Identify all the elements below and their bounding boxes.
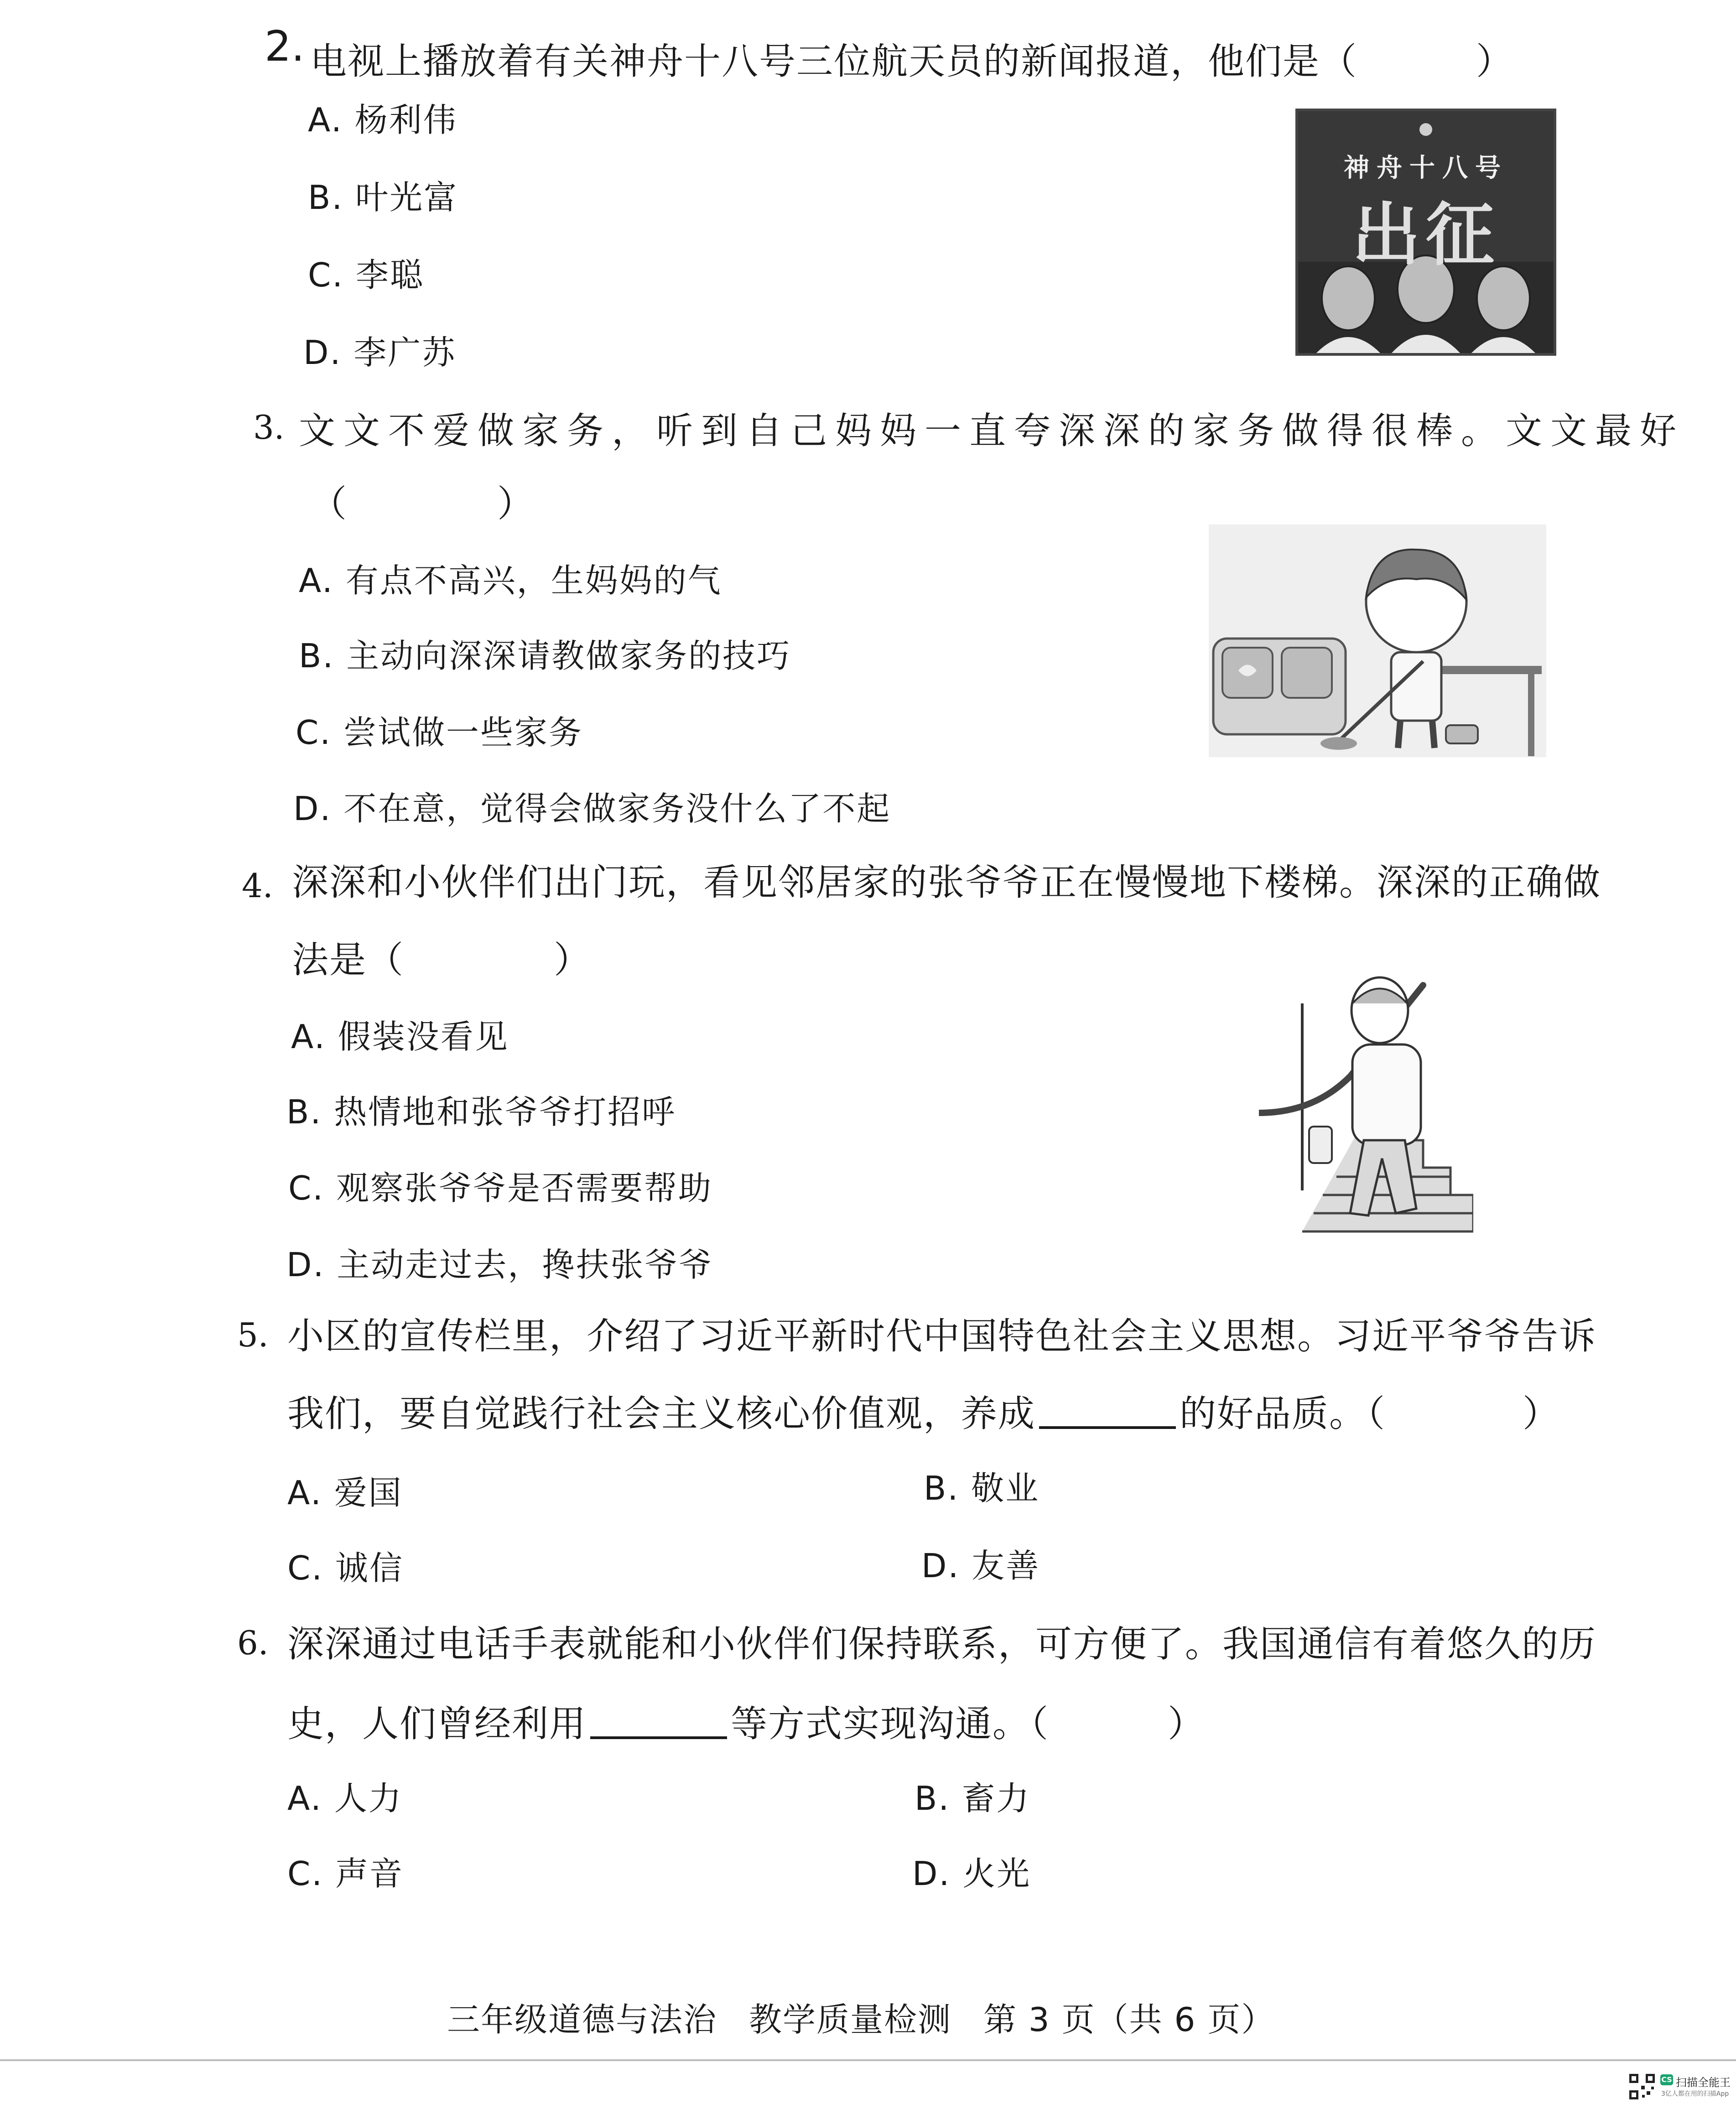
grandpa-stairs-illustration [1259,976,1473,1241]
q2-option-c: C. 李聪 [308,256,425,294]
scanner-qr-icon [1628,2073,1656,2100]
q5-stem-line2-before: 我们，要自觉践行社会主义核心价值观，养成 [287,1392,1035,1435]
q4-stem-line1: 深深和小伙伴们出门玩，看见邻居家的张爷爷正在慢慢地下楼梯。深深的正确做 [292,861,1601,904]
q5-answer-blank [1039,1399,1176,1429]
q5-option-a: A. 爱国 [287,1474,403,1512]
q6-answer-blank [590,1709,727,1739]
footer-subject: 三年级道德与法治 [447,2000,717,2039]
q6-option-a: A. 人力 [287,1779,403,1818]
q5-option-c: C. 诚信 [287,1549,404,1587]
q6-stem-line2-after: 等方式实现沟通。（ [731,1703,1049,1745]
q4-stem-line2: 法是（ ） [292,939,591,981]
q5-number: 5. [237,1316,269,1354]
q6-option-d: D. 火光 [912,1854,1031,1893]
q2-paren-close: ） [1476,40,1513,83]
q4-option-a: A. 假装没看见 [291,1018,509,1056]
scan-bottom-line [0,2059,1736,2061]
q5-stem-line1: 小区的宣传栏里，介绍了习近平新时代中国特色社会主义思想。习近平爷爷告诉 [287,1315,1596,1357]
scanner-app-logo-icon: CS [1660,2074,1673,2085]
q3-paren: （ ） [310,483,535,525]
q3-option-c: C. 尝试做一些家务 [296,713,583,752]
footer-page-number: 第 3 页（共 6 页） [983,2000,1275,2039]
scanner-app-tagline: 3亿人都在用的扫描App [1661,2090,1729,2098]
scanner-app-name: 扫描全能王 [1676,2076,1731,2089]
q6-option-b: B. 畜力 [915,1779,1031,1818]
q5-option-d: D. 友善 [921,1547,1040,1585]
q2-option-b: B. 叶光富 [308,178,458,217]
q3-option-a: A. 有点不高兴，生妈妈的气 [299,561,722,600]
q5-paren-close: ） [1523,1392,1560,1435]
q4-number: 4. [242,867,273,905]
q6-stem-line2 [287,1694,1205,1747]
q3-number: 3. [253,408,285,447]
boy-mopping-illustration [1209,525,1546,757]
footer-exam: 教学质量检测 [749,2000,952,2039]
shenzhou-18-photo [1295,109,1556,356]
shenzhou-18-caption: 出征 [1351,196,1500,275]
q6-number: 6. [237,1624,269,1662]
q2-option-d: D. 李广苏 [303,333,457,372]
q3-option-d: D. 不在意，觉得会做家务没什么了不起 [293,790,891,828]
q4-option-c: C. 观察张爷爷是否需要帮助 [288,1169,713,1207]
shenzhou-18-title: 神舟十八号 [1344,153,1508,183]
q6-paren-close: ） [1168,1703,1205,1745]
q2-stem-text: 电视上播放着有关神舟十八号三位航天员的新闻报道，他们是（ [310,40,1357,83]
q3-option-b: B. 主动向深深请教做家务的技巧 [299,637,791,675]
q5-stem-line2-after: 的好品质。（ [1180,1392,1386,1435]
q6-option-c: C. 声音 [287,1854,404,1893]
q5-option-b: B. 敬业 [924,1469,1040,1507]
q4-option-b: B. 热情地和张爷爷打招呼 [286,1093,676,1131]
q2-number: 2. [265,22,305,71]
q2-option-a: A. 杨利伟 [308,101,457,139]
q2-stem [310,32,1513,84]
q6-stem-line2-before: 史，人们曾经利用 [287,1703,587,1745]
q4-option-d: D. 主动走过去，搀扶张爷爷 [286,1246,713,1284]
page-footer [447,1993,1275,2041]
q6-stem-line1: 深深通过电话手表就能和小伙伴们保持联系，可方便了。我国通信有着悠久的历 [287,1623,1596,1665]
q5-stem-line2 [287,1384,1560,1437]
q3-stem: 文文不爱做家务，听到自己妈妈一直夸深深的家务做得很棒。文文最好 [299,410,1684,452]
